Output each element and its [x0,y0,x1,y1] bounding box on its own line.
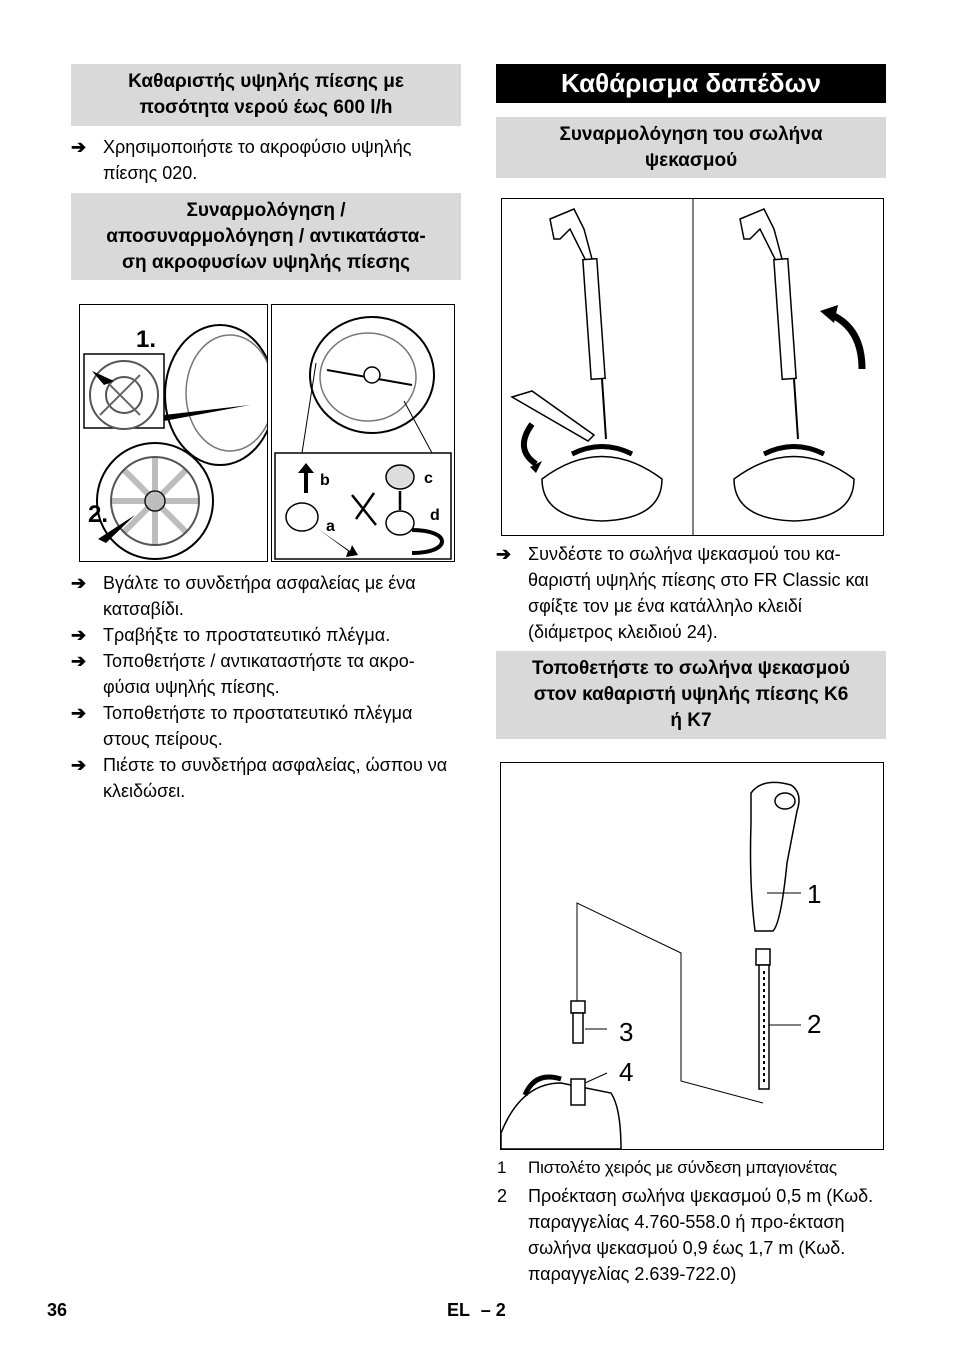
legend-item [497,1155,889,1181]
bullet-list-spray-lance [496,541,886,645]
legend-item [497,1183,889,1287]
list-item [71,622,461,648]
nozzle-removal-illustration [80,305,267,561]
k6-k7-parts-illustration [501,763,883,1149]
legend-text: Προέκταση σωλήνα ψεκασμού 0,5 m (Κωδ. παραγγελίας 4.760-558.0 ή προ-έκταση σωλήνα ψεκασμού 0,9 έως 1,7 m (Κωδ. παραγγελίας 2.639-722.0) [528,1186,874,1284]
step-1-label: 1. [136,326,157,353]
heading-line: Καθαριστής υψηλής πίεσης με [128,71,404,92]
parts-legend [497,1155,889,1287]
part-label-1: 1 [807,879,822,909]
heading-spray-lance-assembly [496,117,886,178]
legend-number: 1 [497,1158,507,1177]
arrow-right-icon: ➔ [71,755,87,775]
list-item-text: Συνδέστε το σωλήνα ψεκασμού του κα-θαριστή υψηλής πίεσης στο FR Classic και σφίξτε τον με ένα κατάλληλο κλειδί (διάμετρος κλειδιού 24). [528,544,869,642]
list-item [71,648,461,700]
heading-nozzle-assembly [71,193,461,280]
heading-line: Τοποθετήστε το σωλήνα ψεκασμού [532,658,850,679]
footer-language [447,1300,506,1321]
list-item [71,134,461,186]
nozzle-figure-left-panel [79,304,268,562]
list-item [71,752,461,804]
list-item-text: Τραβήξτε το προστατευτικό πλέγμα. [103,625,391,645]
list-item [71,700,461,752]
arrow-right-icon: ➔ [71,651,87,671]
label-c: c [424,470,433,487]
nozzle-figure-right-panel [271,304,455,562]
bullet-list-nozzle-steps [71,570,461,804]
arrow-right-icon: ➔ [71,137,87,157]
nozzle-replace-illustration [272,305,454,561]
heading-line: ση ακροφυσίων υψηλής πίεσης [122,251,410,273]
arrow-right-icon: ➔ [496,544,512,564]
label-b: b [320,472,330,489]
arrow-right-icon: ➔ [71,625,87,645]
footer-lang-code: EL [447,1300,470,1320]
legend-text: Πιστολέτο χειρός με σύνδεση μπαγιονέτας [528,1158,837,1177]
heading-high-pressure-600 [71,64,461,126]
list-item [71,570,461,622]
legend-number: 2 [497,1186,508,1206]
part-label-4: 4 [619,1057,634,1087]
label-d: d [430,507,440,524]
section-title-floor-cleaning [496,64,886,103]
section-title-text: Καθάρισμα δαπέδων [561,68,821,98]
list-item-text: Τοποθετήστε το προστατευτικό πλέγμα στους πείρους. [103,703,413,749]
heading-line: ψεκασμού [644,149,738,171]
spray-lance-illustration [502,199,883,535]
arrow-right-icon: ➔ [71,573,87,593]
k6-k7-figure [500,762,884,1150]
heading-line: αποσυναρμολόγηση / αντικατάστα- [106,225,426,247]
part-label-3: 3 [619,1017,634,1047]
heading-line: Συναρμολόγηση / [186,199,346,221]
list-item-text: Βγάλτε το συνδετήρα ασφαλείας με ένα κατσαβίδι. [103,573,416,619]
heading-k6-k7 [496,651,886,739]
heading-line: ποσότητα νερού έως 600 l/h [139,97,393,118]
part-label-2: 2 [807,1009,822,1039]
arrow-right-icon: ➔ [71,703,87,723]
list-item [496,541,886,645]
heading-line: ή K7 [670,710,712,731]
bullet-list-nozzle [71,134,461,186]
page-number: 36 [47,1300,68,1320]
list-item-text: Πιέστε το συνδετήρα ασφαλείας, ώσπου να κλειδώσει. [103,755,448,801]
list-item-text: Χρησιμοποιήστε το ακροφύσιο υψηλής πίεσης 020. [103,137,412,183]
list-item-text: Τοποθετήστε / αντικαταστήστε τα ακρο-φύσια υψηλής πίεσης. [103,651,415,697]
heading-line: στον καθαριστή υψηλής πίεσης K6 [533,684,849,705]
label-a: a [326,518,335,535]
spray-lance-figure [501,198,884,536]
footer-section: – 2 [480,1300,506,1320]
step-2-label: 2. [88,501,109,528]
heading-line: Συναρμολόγηση του σωλήνα [559,123,823,145]
